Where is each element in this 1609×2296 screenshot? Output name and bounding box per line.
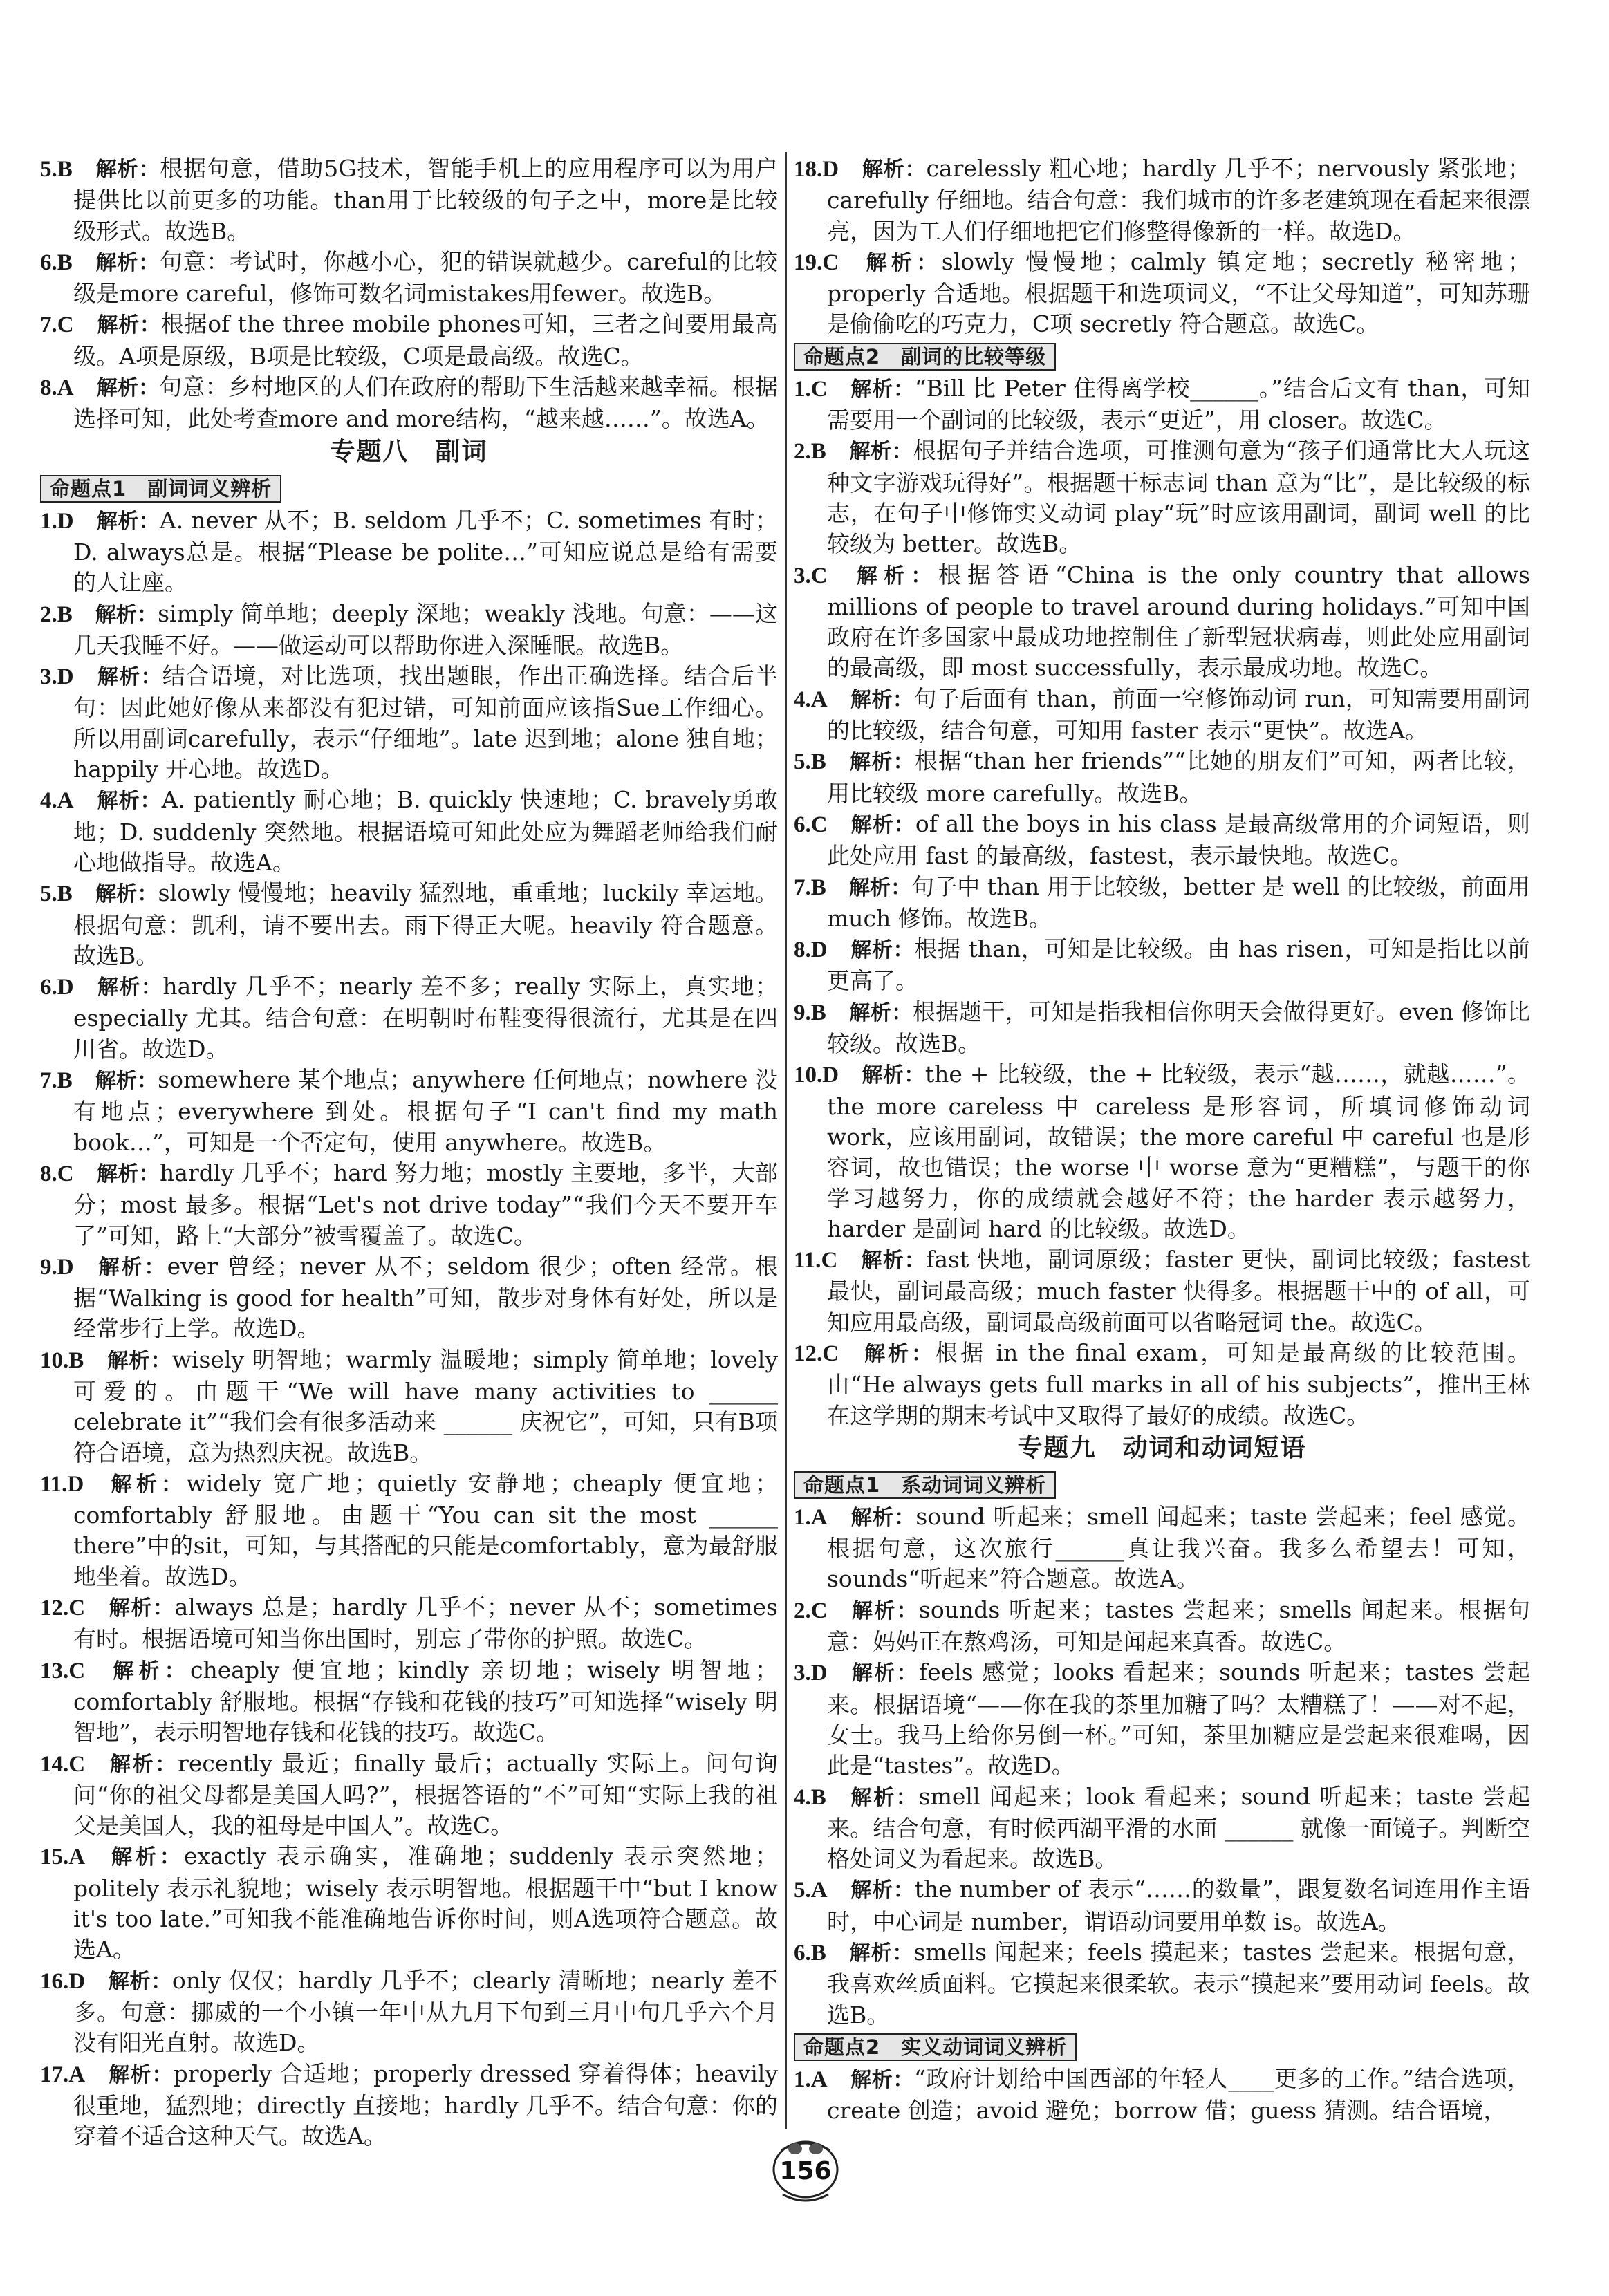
analysis-label: 解析： [860, 1249, 927, 1273]
page-number-badge [768, 2135, 844, 2211]
page-number: 156 [779, 2157, 832, 2185]
analysis-text: exactly 表示确实，准确地；suddenly 表示突然地；politely 表示礼貌地；wisely 表示明智地。根据题干中“but I know it's too late.”可知我不能准确地告诉你时间，则A选项符合题意。故选A。 [73, 1842, 779, 1963]
answer-letter: A [57, 375, 74, 401]
question-number: 1. [794, 376, 811, 402]
question-number: 7. [40, 312, 57, 338]
analysis-text: A. never 从不；B. seldom 几乎不；C. sometimes 有时；D. always总是。根据“Please be polite…”可知应说总是给有需要的人让座。 [73, 506, 779, 597]
analysis-text: 结合语境，对比选项，找出题眼，作出正确选择。结合后半句：因此她好像从来都没有犯过错，可知前面应该指Sue工作细心。所以用副词carefully，表示“仔细地”。late 迟到地；alone 独自地；happily 开心地。故选D。 [73, 662, 779, 783]
analysis-label: 解析： [848, 875, 912, 900]
analysis-text: sounds 听起来；tastes 尝起来；smells 闻起来。根据句意：妈妈正在熬鸡汤，可知是闻起来真香。故选C。 [827, 1596, 1531, 1656]
question-number: 6. [40, 975, 57, 1000]
analysis-label: 解析： [95, 882, 158, 907]
analysis-label: 解析： [106, 1472, 187, 1497]
answer-letter: A [810, 1878, 828, 1903]
analysis-label: 解析： [848, 1000, 913, 1025]
answer-letter: B [57, 601, 73, 627]
analysis-label: 解析： [862, 250, 942, 275]
question-number: 19. [794, 250, 823, 275]
answer-item [794, 247, 1530, 340]
question-number: 11. [794, 1248, 821, 1273]
question-number: 13. [40, 1658, 69, 1683]
topic-heading: 专题八 副词 [330, 437, 488, 466]
answer-letter: D [57, 1254, 74, 1280]
answer-letter: A [57, 788, 74, 814]
answer-item [40, 372, 778, 435]
analysis-label: 解析： [96, 789, 162, 814]
answer-letter: C [68, 1658, 86, 1683]
exam-point-label: 命题点1 系动词词义辨析 [794, 1471, 1056, 1499]
analysis-text: fast 快地，副词原级；faster 更快，副词比较级；fastest 最快，副词最高级；much faster 快得多。根据题干中的 of all，可知应用最高级，副词最高级前面可以省略冠词 the。故选C。 [827, 1246, 1531, 1336]
analysis-text: A. patiently 耐心地；B. quickly 快速地；C. bravely勇敢地；D. suddenly 突然地。根据语境可知此处应为舞蹈老师给我们耐心地做指导。故选A。 [73, 786, 778, 876]
answer-letter: C [822, 250, 839, 275]
analysis-label: 解析： [96, 665, 162, 690]
answer-letter: B [57, 250, 73, 275]
answer-letter: D [57, 508, 74, 534]
question-number: 2. [794, 1598, 811, 1623]
answer-item [40, 309, 778, 372]
answer-letter: C [57, 312, 74, 338]
answer-letter: D [67, 1471, 84, 1497]
answer-letter: D [810, 937, 828, 963]
analysis-label: 解析： [850, 1661, 919, 1686]
analysis-text: 根据 in the final exam，可知是最高级的比较范围。由“He always gets full marks in all of his subjects”，推出王林在这学期的期末考试中又取得了最好的成绩。故选C。 [827, 1338, 1530, 1429]
analysis-text: the + 比较级，the + 比较级，表示“越……，就越……”。the more careless 中 careless 是形容词，所填词修饰动词 work，应该用副词，故错误；the more careful 中 careful 也是形容词，故也错误；the worse 中 worse 意为“更糟糕”，与题干的你学习越努力，你的成绩就会越好不符；the harder 表示越努力，harder 是副词 hard 的比较级。故选D。 [827, 1061, 1530, 1242]
question-number: 8. [40, 1161, 57, 1186]
analysis-label: 解析： [96, 1255, 167, 1280]
answer-letter: D [822, 157, 839, 182]
analysis-label: 解析： [108, 1752, 178, 1777]
answer-item [40, 1966, 778, 2059]
question-number: 7. [794, 875, 811, 900]
analysis-label: 解析： [862, 1063, 925, 1088]
answer-item [794, 560, 1530, 684]
answer-letter: A [68, 1845, 86, 1870]
answer-item [794, 1059, 1530, 1244]
answer-letter: D [57, 664, 74, 690]
answer-letter: C [810, 812, 828, 837]
answer-letter: C [821, 1248, 838, 1273]
answer-letter: B [810, 749, 826, 775]
analysis-text: somewhere 某个地点；anywhere 任何地点；nowhere 没有地点；everywhere 到处。根据句子“I can't find my math book…”，可知是一个否定句，使用 anywhere。故选B。 [73, 1066, 778, 1156]
analysis-text: simply 简单地；deeply 深地；weakly 浅地。句意：——这几天我睡不好。——做运动可以帮助你进入深睡眠。故选B。 [73, 599, 778, 659]
analysis-text: 句子中 than 用于比较级，better 是 well 的比较级，前面用 much 修饰。故选B。 [827, 872, 1530, 932]
question-number: 3. [794, 1661, 811, 1686]
analysis-label: 解析： [96, 376, 160, 401]
answer-item [794, 2064, 1530, 2127]
question-number: 5. [794, 749, 811, 775]
answer-letter: C [822, 1341, 839, 1366]
answer-item [794, 746, 1530, 809]
analysis-label: 解析： [96, 976, 163, 1000]
answer-letter: D [68, 1968, 86, 1994]
analysis-label: 解析： [106, 1348, 172, 1373]
answer-letter: B [57, 1068, 73, 1094]
exam-point-row [794, 340, 1530, 373]
question-number: 2. [40, 601, 57, 627]
exam-point-label: 命题点2 实义动词词义辨析 [794, 2033, 1077, 2061]
analysis-label: 解析： [95, 158, 160, 182]
answer-item [794, 153, 1530, 247]
answer-item [794, 684, 1530, 747]
answer-item [794, 1657, 1530, 1781]
answer-letter: C [810, 1598, 828, 1623]
answer-item [40, 1158, 778, 1251]
answer-letter: C [68, 1751, 86, 1777]
answer-letter: C [57, 1161, 74, 1186]
analysis-text: slowly 慢慢地；heavily 猛烈地，重重地；luckily 幸运地。根据句意：凯利，请不要出去。雨下得正大呢。heavily 符合题意。故选B。 [73, 879, 778, 969]
question-number: 1. [794, 2066, 811, 2092]
analysis-label: 解析： [96, 1161, 160, 1186]
analysis-text: slowly 慢慢地；calmly 镇定地；secretly 秘密地；properly 合适地。根据题干和选项词义，“不让父母知道”，可知苏珊是偷偷吃的巧克力，C项 secretly 符合题意。故选C。 [827, 248, 1530, 338]
answer-item [40, 247, 778, 310]
analysis-text: 根据答语“China is the only country that allows millions of people to travel around during holidays.”可知中国政府在许多国家中最成功地控制住了新型冠状病毒，则此处应用副词的最高级，即 most successfully，表示最成功地。故选C。 [827, 561, 1530, 682]
analysis-label: 解析： [862, 158, 927, 182]
answer-letter: A [810, 2066, 828, 2092]
answer-item [794, 1595, 1530, 1658]
analysis-label: 解析： [95, 250, 160, 275]
analysis-text: properly 合适地；properly dressed 穿着得体；heavily 很重地，猛烈地；directly 直接地；hardly 几乎不。结合句意：你的穿着不适合这种天气。故选A。 [73, 2060, 779, 2150]
answer-item [40, 785, 778, 878]
exam-point-row [794, 1468, 1530, 1502]
question-number: 4. [40, 788, 57, 814]
analysis-label: 解析： [848, 440, 913, 465]
analysis-label: 解析： [850, 563, 938, 588]
question-number: 4. [794, 1784, 811, 1810]
analysis-text: wisely 明智地；warmly 温暖地；simply 简单地；lovely 可爱的。由题干“We will have many activities to ______ celebrate it”“我们会有很多活动来 ______ 庆祝它”，可知，只有B项符合语境，意为热烈庆祝。故选B。 [73, 1345, 779, 1466]
answer-item [794, 1244, 1530, 1338]
analysis-label: 解析： [95, 1069, 158, 1094]
question-number: 8. [40, 375, 57, 401]
analysis-text: 句意：考试时，你越小心，犯的错误就越少。careful的比较级是more careful，修饰可数名词mistakes用fewer。故选B。 [73, 248, 779, 308]
answer-letter: B [810, 1784, 826, 1810]
answer-item [40, 153, 778, 247]
question-number: 3. [794, 563, 811, 588]
analysis-text: ever 曾经；never 从不；seldom 很少；often 经常。根据“Walking is good for health”可知，散步对身体有好处，所以是经常步行上学。故选D。 [73, 1252, 779, 1343]
answer-item [794, 1937, 1530, 2031]
analysis-text: the number of 表示“……的数量”，跟复数名词连用作主语时，中心词是 number，谓语动词要用单数 is。故选A。 [827, 1876, 1530, 1935]
exam-point-row [40, 472, 778, 505]
analysis-label: 解析： [850, 1878, 915, 1903]
answer-item [794, 1502, 1530, 1595]
answer-letter: D [57, 975, 74, 1000]
answer-item [794, 934, 1530, 997]
analysis-label: 解析： [848, 1785, 919, 1810]
question-number: 6. [40, 250, 57, 275]
question-number: 9. [794, 1000, 811, 1025]
answer-item [794, 436, 1530, 559]
answer-letter: B [68, 1347, 84, 1373]
analysis-label: 解析： [108, 2062, 174, 2087]
analysis-text: smell 闻起来；look 看起来；sound 听起来；taste 尝起来。结合句意，有时候西湖平滑的水面 ______ 就像一面镜子。判断空格处词义为看起来。故选B。 [827, 1782, 1531, 1873]
analysis-text: “政府计划给中国西部的年轻人____更多的工作。”结合选项，create 创造；avoid 避免；borrow 借；guess 猜测。结合语境， [827, 2064, 1530, 2125]
question-number: 12. [40, 1596, 69, 1621]
answer-item [794, 809, 1530, 872]
question-number: 10. [794, 1063, 823, 1088]
right-column [794, 153, 1530, 2127]
answer-item [794, 373, 1530, 436]
analysis-label: 解析： [108, 1659, 190, 1683]
answer-letter: B [810, 1000, 826, 1025]
analysis-label: 解析： [848, 750, 915, 775]
analysis-text: hardly 几乎不；nearly 差不多；really 实际上，真实地；especially 尤其。结合句意：在明朝时布鞋变得很流行，尤其是在四川省。故选D。 [73, 973, 778, 1063]
question-number: 5. [794, 1878, 811, 1903]
analysis-text: 根据 than，可知是比较级。由 has risen，可知是指比以前更高了。 [827, 935, 1530, 995]
analysis-text: 根据句子并结合选项，可推测句意为“孩子们通常比大人玩这种文字游戏玩得好”。根据题干标志词 than 意为“比”，是比较级的标志，在句子中修饰实义动词 play“玩”时应该用副词，副词 well 的比较级为 better。故选B。 [827, 437, 1530, 558]
analysis-text: “Bill 比 Peter 住得离学校______。”结合后文有 than，可知需要用一个副词的比较级，表示“更近”，用 closer。故选C。 [827, 374, 1531, 434]
question-number: 14. [40, 1751, 69, 1777]
answer-letter: C [68, 1596, 86, 1621]
question-number: 1. [794, 1504, 811, 1530]
answer-item [40, 2059, 778, 2152]
analysis-text: 句意：乡村地区的人们在政府的帮助下生活越来越幸福。根据选择可知，此处考查more and more结构，“越来越……”。故选A。 [73, 373, 779, 433]
question-number: 8. [794, 937, 811, 963]
analysis-label: 解析： [850, 938, 915, 963]
analysis-text: sound 听起来；smell 闻起来；taste 尝起来；feel 感觉。根据句意，这次旅行______真让我兴奋。我多么希望去！可知，sounds“听起来”符合题意。故选A。 [827, 1502, 1531, 1593]
answer-item [40, 878, 778, 971]
answer-item [40, 1841, 778, 1965]
answer-letter: B [57, 881, 73, 907]
question-number: 5. [40, 881, 57, 907]
analysis-text: smells 闻起来；feels 摸起来；tastes 尝起来。根据句意，我喜欢丝质面料。它摸起来很柔软。表示“摸起来”要用动词 feels。故选B。 [827, 1939, 1530, 2028]
analysis-text: cheaply 便宜地；kindly 亲切地；wisely 明智地；comfortably 舒服地。根据“存钱和花钱的技巧”可知选择“wisely 明智地”，表示明智地存钱和花钱的技巧。故选C。 [73, 1656, 779, 1746]
question-number: 4. [794, 687, 811, 712]
analysis-text: widely 宽广地；quietly 安静地；cheaply 便宜地；comfortably 舒服地。由题干“You can sit the most ______ there”中的sit，可知，与其搭配的只能是comfortably，意为最舒服地坐着。故选D。 [73, 1469, 778, 1590]
answer-item [40, 1748, 778, 1842]
analysis-text: 根据句意，借助5G技术，智能手机上的应用程序可以为用户提供比以前更多的功能。than用于比较级的句子之中，more是比较级形式。故选B。 [73, 155, 779, 245]
answer-item [40, 971, 778, 1065]
analysis-text: always 总是；hardly 几乎不；never 从不；sometimes 有时。根据语境可知当你出国时，别忘了带你的护照。故选C。 [73, 1594, 778, 1653]
analysis-label: 解析： [850, 2067, 915, 2092]
question-number: 2. [794, 439, 811, 465]
analysis-text: feels 感觉；looks 看起来；sounds 听起来；tastes 尝起来。根据语境“——你在我的茶里加糖了吗？太糟糕了！——对不起，女士。我马上给你另倒一杯。”可知，茶里加糖应是尝起来很难喝，因此是“tastes”。故选D。 [827, 1659, 1530, 1780]
exam-point-label: 命题点1 副词词义辨析 [40, 475, 281, 503]
analysis-label: 解析： [848, 1941, 914, 1966]
analysis-text: 句子后面有 than，前面一空修饰动词 run，可知需要用副词的比较级，结合句意，可知用 faster 表示“更快”。故选A。 [827, 684, 1530, 745]
answer-letter: C [810, 563, 828, 588]
analysis-label: 解析： [850, 812, 915, 837]
analysis-label: 解析： [96, 509, 160, 534]
analysis-text: 根据of the three mobile phones可知，三者之间要用最高级。A项是原级，B项是比较级，C项是最高级。故选C。 [73, 310, 778, 370]
analysis-label: 解析： [108, 1845, 184, 1870]
answer-letter: B [810, 875, 826, 900]
question-number: 11. [40, 1471, 68, 1497]
answer-letter: C [810, 376, 828, 402]
answer-item [40, 1592, 778, 1655]
analysis-label: 解析： [95, 602, 158, 627]
exam-point-label: 命题点2 副词的比较等级 [794, 343, 1056, 371]
column-divider [785, 152, 787, 2129]
question-number: 10. [40, 1347, 69, 1373]
analysis-label: 解析： [850, 1505, 916, 1530]
analysis-text: carelessly 粗心地；hardly 几乎不；nervously 紧张地；carefully 仔细地。结合句意：我们城市的许多老建筑现在看起来很漂亮，因为工人们仔细地把它们修整得像新的一样。故选D。 [827, 155, 1531, 245]
analysis-label: 解析： [862, 1341, 936, 1366]
answer-letter: A [68, 2062, 86, 2087]
answer-item [40, 1345, 778, 1468]
question-number: 3. [40, 664, 57, 690]
analysis-text: of all the boys in his class 是最高级常用的介词短语，则此处应用 fast 的最高级，fastest，表示最快地。故选C。 [827, 810, 1531, 870]
question-number: 9. [40, 1254, 57, 1280]
answer-letter: B [810, 439, 826, 465]
analysis-text: recently 最近；finally 最后；actually 实际上。问句询问“你的祖父母都是美国人吗?”，根据答语的“不”可知“实际上我的祖父是美国人，我的祖母是中国人”。故选C。 [73, 1749, 778, 1840]
answer-item [40, 599, 778, 662]
answer-letter: B [57, 157, 73, 182]
answer-item [794, 1874, 1530, 1937]
question-number: 18. [794, 157, 823, 182]
analysis-text: 根据题干，可知是指我相信你明天会做得更好。even 修饰比较级。故选B。 [827, 998, 1530, 1058]
question-number: 5. [40, 157, 57, 182]
answer-item [794, 1782, 1530, 1875]
question-number: 12. [794, 1341, 823, 1366]
analysis-label: 解析： [850, 687, 914, 712]
question-number: 17. [40, 2062, 69, 2087]
analysis-text: hardly 几乎不；hard 努力地；mostly 主要地，多半，大部分；most 最多。根据“Let's not drive today”“我们今天不要开车了”可知，路上“大部分”被雪覆盖了。故选C。 [73, 1159, 779, 1249]
question-number: 1. [40, 508, 57, 534]
analysis-text: only 仅仅；hardly 几乎不；clearly 清晰地；nearly 差不多。句意：挪威的一个小镇一年中从九月下旬到三月中旬几乎六个月没有阳光直射。故选D。 [73, 1966, 778, 2057]
answer-item [794, 1338, 1530, 1431]
answer-letter: B [810, 1941, 826, 1966]
answer-item [40, 661, 778, 785]
analysis-label: 解析： [108, 1596, 175, 1621]
question-number: 6. [794, 1941, 811, 1966]
analysis-label: 解析： [96, 313, 161, 338]
answer-letter: A [810, 687, 828, 712]
left-column [40, 153, 779, 2150]
answer-item [40, 1251, 778, 1345]
answer-item [40, 1468, 778, 1592]
answer-item [794, 997, 1530, 1060]
analysis-text: 根据“than her friends”“比她的朋友们”可知，两者比较，用比较级 more carefully。故选B。 [827, 747, 1530, 807]
question-number: 6. [794, 812, 811, 837]
answer-item [40, 1065, 778, 1158]
question-number: 16. [40, 1968, 69, 1994]
answer-item [794, 872, 1530, 935]
answer-item [40, 1655, 778, 1748]
answer-letter: A [810, 1504, 828, 1530]
analysis-label: 解析： [850, 377, 915, 402]
analysis-label: 解析： [850, 1598, 919, 1623]
answer-letter: D [810, 1661, 828, 1686]
question-number: 15. [40, 1845, 69, 1870]
answer-item [40, 505, 778, 599]
question-number: 7. [40, 1068, 57, 1094]
topic-heading: 专题九 动词和动词短语 [1017, 1433, 1307, 1462]
analysis-label: 解析： [108, 1969, 172, 1994]
exam-point-row [794, 2031, 1530, 2064]
answer-letter: D [822, 1063, 839, 1088]
